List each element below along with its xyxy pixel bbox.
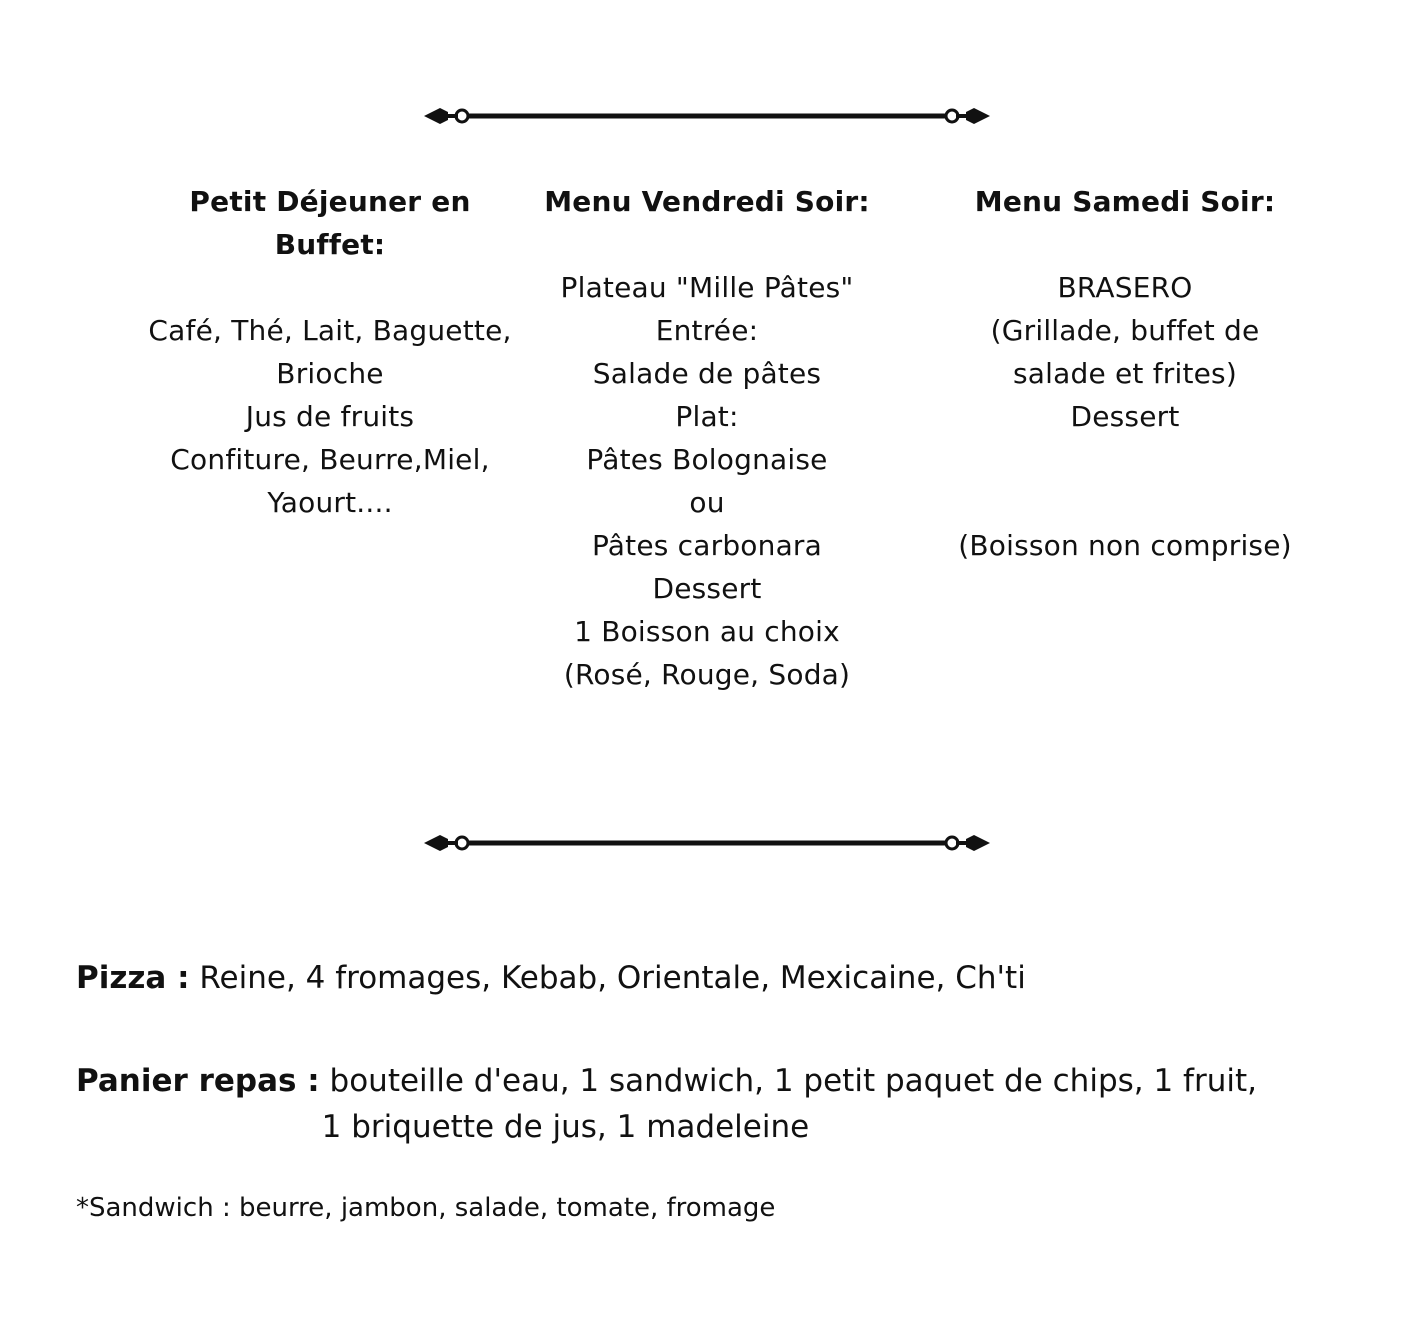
sandwich-footnote: *Sandwich : beurre, jambon, salade, tomate, fromage — [76, 1193, 776, 1223]
saturday-title: Menu Samedi Soir: — [974, 185, 1276, 218]
friday-line: Entrée: — [655, 314, 759, 347]
friday-menu — [527, 180, 887, 696]
panier-line-1: bouteille d'eau, 1 sandwich, 1 petit paquet de chips, 1 fruit, — [319, 1063, 1257, 1099]
friday-line: Plateau "Mille Pâtes" — [560, 271, 854, 304]
saturday-menu — [925, 180, 1325, 567]
ornamental-divider-top — [424, 104, 990, 128]
breakfast-line: Yaourt.... — [267, 486, 393, 519]
breakfast-line: Confiture, Beurre,Miel, — [170, 443, 490, 476]
pizza-section — [76, 955, 1376, 1001]
friday-line: ou — [689, 486, 725, 519]
saturday-items — [925, 266, 1325, 567]
friday-items — [527, 266, 887, 696]
pizza-label: Pizza : — [76, 960, 190, 996]
ornamental-divider-bottom — [424, 831, 990, 855]
breakfast-items — [130, 309, 530, 524]
friday-line: Dessert — [652, 572, 762, 605]
panier-label: Panier repas : — [76, 1063, 320, 1099]
saturday-line: (Grillade, buffet de — [990, 314, 1260, 347]
panier-section — [76, 1058, 1376, 1150]
panier-line-2: 1 briquette de jus, 1 madeleine — [321, 1109, 810, 1145]
friday-line: Salade de pâtes — [592, 357, 822, 390]
saturday-line: Dessert — [1070, 400, 1180, 433]
divider-ornament-icon — [424, 831, 990, 855]
breakfast-line: Jus de fruits — [245, 400, 415, 433]
saturday-line: salade et frites) — [1013, 357, 1237, 390]
panier-items — [320, 1058, 1257, 1150]
divider-ornament-icon — [424, 104, 990, 128]
friday-line: Pâtes Bolognaise — [586, 443, 828, 476]
friday-line: Plat: — [675, 400, 739, 433]
saturday-drink-note: (Boisson non comprise) — [958, 529, 1292, 562]
friday-title: Menu Vendredi Soir: — [544, 185, 870, 218]
breakfast-title: Petit Déjeuner en Buffet: — [189, 185, 471, 261]
breakfast-menu — [130, 180, 530, 524]
spacer — [925, 438, 1325, 524]
friday-line: (Rosé, Rouge, Soda) — [563, 658, 851, 691]
saturday-line: BRASERO — [1057, 271, 1193, 304]
breakfast-line: Brioche — [276, 357, 384, 390]
breakfast-line: Café, Thé, Lait, Baguette, — [148, 314, 512, 347]
pizza-list: Reine, 4 fromages, Kebab, Orientale, Mexicaine, Ch'ti — [189, 960, 1026, 996]
friday-line: Pâtes carbonara — [591, 529, 823, 562]
friday-line: 1 Boisson au choix — [574, 615, 840, 648]
